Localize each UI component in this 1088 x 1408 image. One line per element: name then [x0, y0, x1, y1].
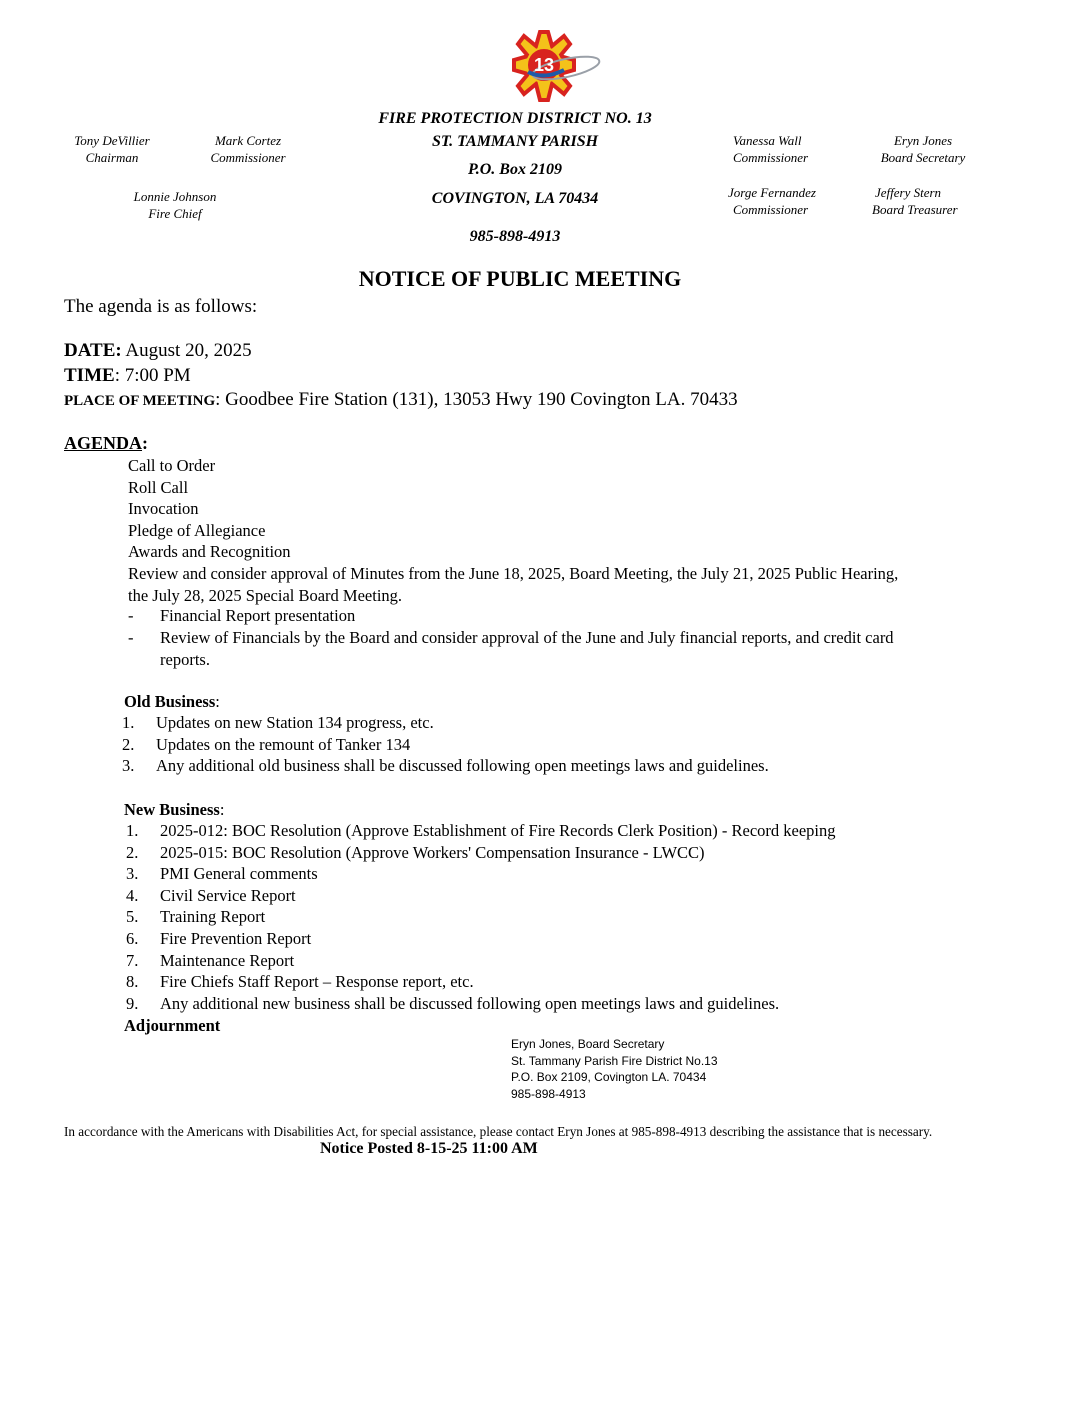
- official-commissioner-fernandez: [728, 184, 816, 218]
- new-business-item: [126, 950, 836, 972]
- item-text: 2025-015: BOC Resolution (Approve Workers' Compensation Insurance - LWCC): [160, 842, 705, 862]
- minutes-line: Review and consider approval of Minutes from the June 18, 2025, Board Meeting, the July 21, 2025 Public Hearing,: [128, 563, 899, 583]
- new-business-item: [126, 842, 836, 864]
- financial-item-text: Financial Report presentation: [160, 606, 356, 625]
- official-name: Eryn Jones: [893, 133, 953, 148]
- item-text: Fire Chiefs Staff Report – Response report, etc.: [160, 972, 474, 992]
- logo-number: 13: [533, 55, 555, 75]
- signature-line: P.O. Box 2109, Covington LA. 70434: [511, 1070, 707, 1084]
- dash-bullet: -: [128, 628, 134, 647]
- official-board-treasurer: [872, 184, 958, 218]
- official-title: Commissioner: [210, 150, 286, 165]
- financial-item-text-cont: reports.: [160, 649, 210, 669]
- posted-time: 11:00 AM: [471, 1140, 538, 1157]
- agenda-heading: [64, 433, 148, 454]
- new-business-item: [126, 820, 836, 842]
- place-value: : Goodbee Fire Station (131), 13053 Hwy 190 Covington LA. 70433: [215, 389, 738, 410]
- official-title: Board Secretary: [880, 150, 966, 165]
- dash-bullet: -: [128, 606, 134, 625]
- official-title: Fire Chief: [148, 206, 202, 221]
- fire-district-logo: [484, 28, 604, 104]
- agenda-intro: The agenda is as follows:: [64, 296, 258, 317]
- date-label: DATE:: [64, 340, 122, 361]
- posted-notice: [320, 1140, 538, 1158]
- new-business-item: [126, 906, 836, 928]
- item-number: 3.: [126, 864, 139, 884]
- official-commissioner-wall: [733, 132, 808, 166]
- item-text: Updates on the remount of Tanker 134: [156, 734, 411, 754]
- new-business-colon: :: [219, 800, 225, 819]
- old-business-list: [122, 712, 769, 777]
- page-title: NOTICE OF PUBLIC MEETING: [358, 266, 682, 291]
- item-number: 7.: [126, 950, 139, 970]
- time-label: TIME: [64, 365, 115, 386]
- agenda-heading-colon: :: [142, 433, 149, 453]
- date-value: August 20, 2025: [121, 340, 252, 361]
- new-business-item: [126, 863, 836, 885]
- minutes-line: the July 28, 2025 Special Board Meeting.: [128, 585, 403, 605]
- item-text: Any additional new business shall be discussed following open meetings laws and guidelines.: [160, 993, 780, 1013]
- financial-item: [128, 627, 894, 670]
- old-business-item: [122, 734, 769, 756]
- item-number: 5.: [126, 907, 139, 927]
- old-business-item: [122, 755, 769, 777]
- official-chairman: [52, 132, 172, 166]
- meeting-time: [64, 365, 191, 387]
- agenda-list: [128, 455, 898, 606]
- official-title: Commissioner: [733, 202, 809, 217]
- agenda-item: Call to Order: [128, 456, 216, 475]
- old-business-heading-text: Old Business: [124, 692, 216, 711]
- official-title: Commissioner: [733, 150, 809, 165]
- new-business-item: [126, 971, 836, 993]
- old-business-item: [122, 712, 769, 734]
- signature-block: [511, 1036, 718, 1102]
- agenda-item: Pledge of Allegiance: [128, 520, 266, 540]
- old-business-heading: [124, 691, 220, 713]
- agenda-item: Roll Call: [128, 477, 189, 497]
- agenda-item: Awards and Recognition: [128, 542, 291, 562]
- new-business-heading-text: New Business: [124, 800, 220, 819]
- meeting-date: [64, 340, 252, 362]
- agenda-item-minutes: [128, 563, 898, 606]
- ada-notice: In accordance with the Americans with Disabilities Act, for special assistance, please contact Eryn Jones at 985-898-4913 describing the assistance that is necessary.: [64, 1124, 933, 1139]
- item-number: 3.: [122, 756, 135, 776]
- official-name: Mark Cortez: [214, 133, 282, 148]
- agenda-item: Invocation: [128, 499, 199, 519]
- item-number: 2.: [122, 734, 135, 754]
- header-parish: ST. TAMMANY PARISH: [431, 133, 599, 150]
- header-city: COVINGTON, LA 70434: [431, 190, 599, 207]
- header-district-name: FIRE PROTECTION DISTRICT NO. 13: [378, 110, 652, 127]
- old-business-colon: :: [215, 692, 220, 711]
- new-business-heading: [124, 799, 224, 821]
- official-name: Tony DeVillier: [74, 133, 150, 148]
- item-text: Maintenance Report: [160, 950, 295, 970]
- signature-line: 985-898-4913: [511, 1086, 586, 1101]
- item-number: 1.: [126, 821, 139, 840]
- official-title: Chairman: [85, 150, 139, 165]
- item-number: 2.: [126, 842, 139, 862]
- official-name: Jorge Fernandez: [728, 185, 816, 200]
- item-number: 1.: [122, 713, 135, 732]
- new-business-list: [126, 820, 836, 1014]
- adjournment: Adjournment: [124, 1016, 221, 1035]
- official-fire-chief: [112, 188, 238, 222]
- new-business-item: [126, 993, 836, 1015]
- official-name: Vanessa Wall: [733, 133, 802, 148]
- official-board-secretary: [868, 132, 978, 166]
- official-name: Lonnie Johnson: [133, 189, 217, 204]
- signature-line: Eryn Jones, Board Secretary: [511, 1037, 665, 1051]
- item-number: 8.: [126, 972, 139, 992]
- item-text: 2025-012: BOC Resolution (Approve Establishment of Fire Records Clerk Position) - Record keeping: [160, 821, 836, 840]
- time-value: : 7:00 PM: [114, 365, 191, 386]
- signature-line: St. Tammany Parish Fire District No.13: [511, 1053, 718, 1068]
- item-text: Updates on new Station 134 progress, etc.: [156, 713, 434, 732]
- new-business-item: [126, 928, 836, 950]
- posted-date: Notice Posted 8-15-25: [320, 1140, 472, 1157]
- item-text: Civil Service Report: [160, 885, 296, 905]
- item-text: Training Report: [160, 907, 266, 927]
- item-text: Any additional old business shall be discussed following open meetings laws and guidelines.: [156, 756, 769, 776]
- official-name: Jeffery Stern: [875, 185, 942, 200]
- official-title: Board Treasurer: [872, 202, 958, 217]
- item-number: 9.: [126, 993, 139, 1013]
- header-phone: 985-898-4913: [469, 228, 561, 245]
- official-commissioner: [188, 132, 308, 166]
- meeting-place: [64, 389, 738, 411]
- item-text: Fire Prevention Report: [160, 928, 312, 948]
- header-po-box: P.O. Box 2109: [468, 161, 562, 178]
- item-number: 4.: [126, 885, 139, 905]
- item-number: 6.: [126, 928, 139, 948]
- agenda-heading-text: AGENDA: [64, 433, 143, 453]
- financial-item: [128, 605, 355, 627]
- place-label: PLACE OF MEETING: [64, 393, 216, 409]
- new-business-item: [126, 885, 836, 907]
- financial-item-text: Review of Financials by the Board and consider approval of the June and July financial reports, and credit card: [160, 628, 894, 647]
- item-text: PMI General comments: [160, 864, 318, 884]
